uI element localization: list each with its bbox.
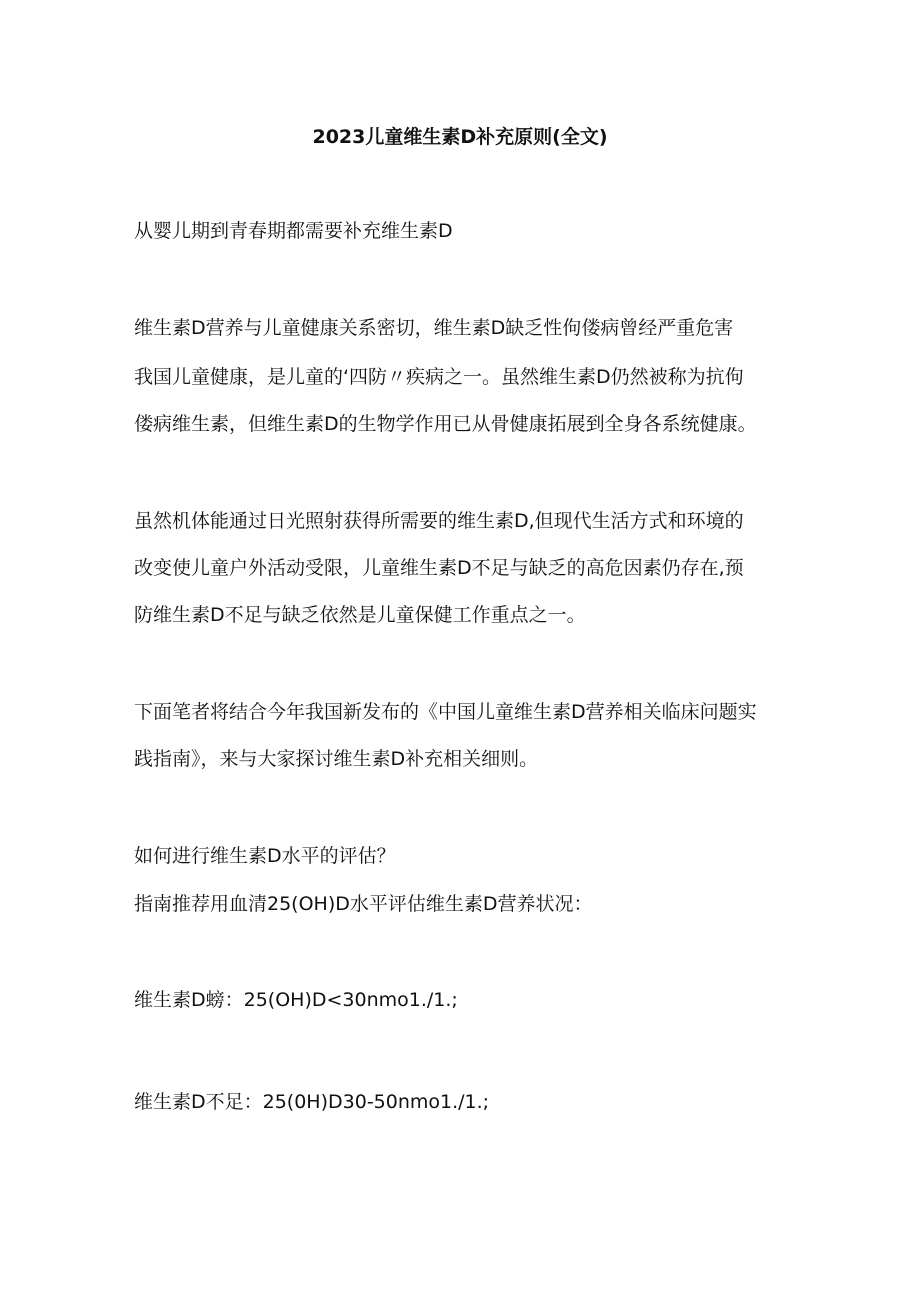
paragraph-1-line-2: 我国儿童健康，是儿童的‘四防〃疾病之一。虽然维生素D仍然被称为抗佝 [134,366,744,388]
paragraph-2-line-2: 改变使儿童户外活动受限，儿童维生素D不足与缺乏的高危因素仍存在,预 [134,557,744,579]
question-heading: 如何进行维生素D水平的评估？ [134,845,396,867]
paragraph-1-line-3: 偻病维生素，但维生素D的生物学作用已从骨健康拓展到全身各系统健康。 [134,413,757,435]
paragraph-1-line-1: 维生素D营养与儿童健康关系密切，维生素D缺乏性佝偻病曾经严重危害 [134,317,734,339]
paragraph-3-line-1: 下面笔者将结合今年我国新发布的《中国儿童维生素D营养相关临床问题实 [134,701,757,723]
paragraph-2-line-3: 防维生素D不足与缺乏依然是儿童保健工作重点之一。 [134,604,586,626]
subheading: 从婴儿期到青春期都需要补充维生素D [134,220,453,242]
criteria-deficiency: 维生素D螃：25(OH)D<30nmo1./1.; [134,989,458,1011]
guideline-text: 指南推荐用血清25(OH)D水平评估维生素D营养状况： [134,893,593,915]
document-title: 2023儿童维生素D补充原则(全文) [312,126,608,148]
criteria-insufficiency: 维生素D不足：25(0H)D30-50nmo1./1.; [134,1091,490,1113]
paragraph-2-line-1: 虽然机体能通过日光照射获得所需要的维生素D,但现代生活方式和环境的 [134,510,744,532]
paragraph-3-line-2: 践指南》，来与大家探讨维生素D补充相关细则。 [134,748,539,770]
